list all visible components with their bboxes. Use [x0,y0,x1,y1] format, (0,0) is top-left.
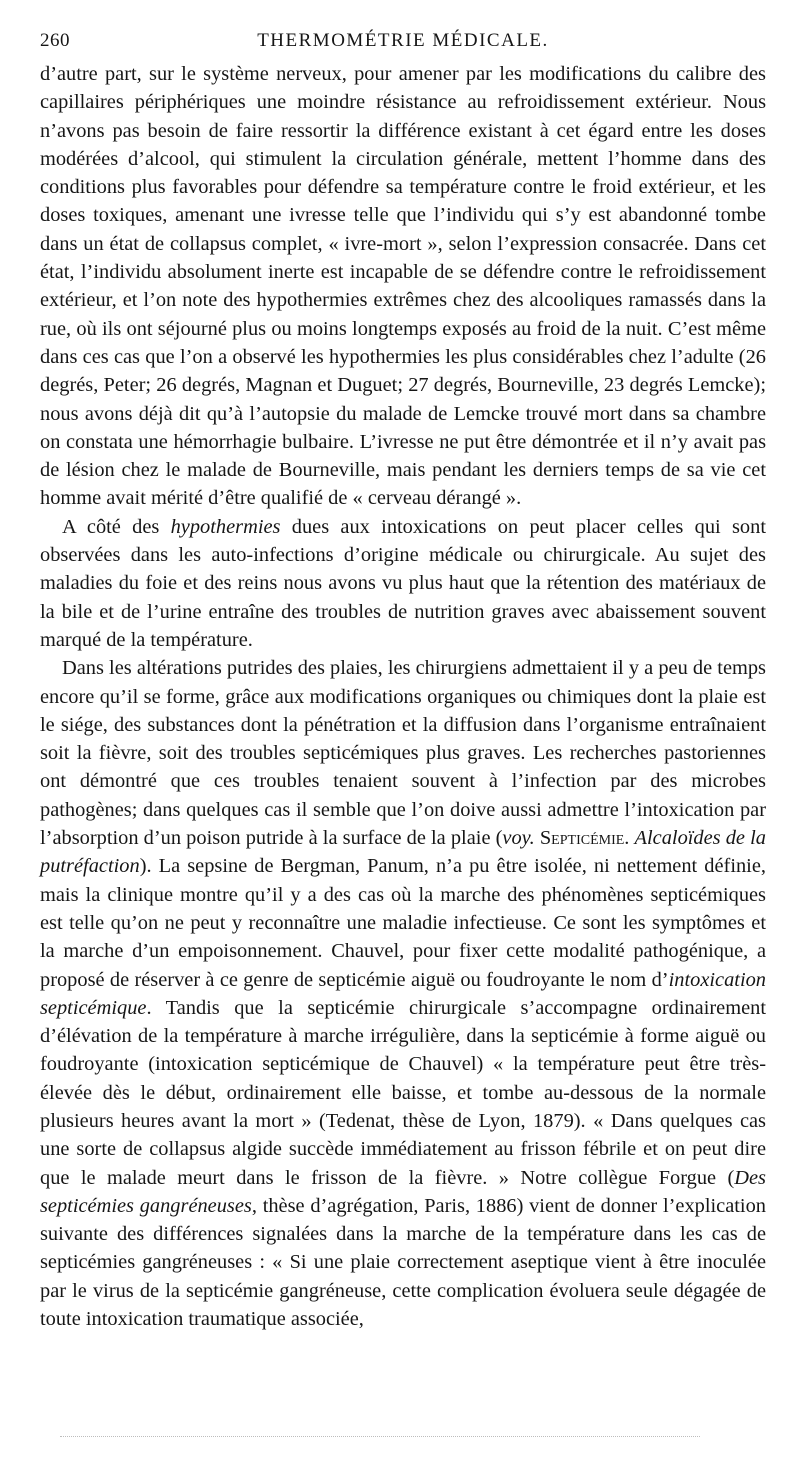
paragraph-putrid-wounds [40,654,766,1333]
text-run: dues aux intoxications on peut placer celles qui sont observées dans les auto-infections d’origine médicale ou chirurgicale. Au sujet des maladies du foie et des reins nous avons vu plus haut que la rétention des matériaux de la bile et de l’urine entraîne des troubles de nutrition graves avec abaissement souvent marqué de la température. [40,515,766,651]
footer-rule [60,1436,700,1437]
page-number: 260 [40,30,70,51]
text-run: ). La sepsine de Bergman, Panum, n’a pu être isolée, ni nettement définie, mais la clinique montre qu’il y a des cas où la marche des phénomènes septicémiques est telle qu’on ne peut y reconnaître une maladie infectieuse. Ce sont les symptômes et la marche d’un empoisonnement. Chauvel, pour fixer cette modalité pathogénique, a proposé de réserver à ce genre de septicémie aiguë ou foudroyante le nom d’ [40,855,766,991]
paragraph-alcohol-hypothermia: d’autre part, sur le système nerveux, pour amener par les modifications du calibre des capillaires périphériques une moindre résistance au refroidissement extérieur. Nous n’avons pas besoin de faire ressortir la différence existant à cet égard entre les doses modérées d’alcool, qui stimulent la circulation générale, mettent l’homme dans des conditions plus favorables pour défendre sa température contre le froid extérieur, et les doses toxiques, amenant une ivresse telle que l’individu qui s’y est abandonné tombe dans un état de collapsus complet, « ivre-mort », selon l’expression consacrée. Dans cet état, l’individu absolument inerte est incapable de se défendre contre le refroidissement extérieur, et l’on note des hypothermies extrêmes chez des alcooliques ramassés dans la rue, où ils ont séjourné plus ou moins longtemps exposés au froid de la nuit. C’est même dans ces cas que l’on a observé les hypothermies les plus considérables chez l’adulte (26 degrés, Peter; 26 degrés, Magnan et Duguet; 27 degrés, Bourneville, 23 degrés Lemcke); nous avons déjà dit qu’à l’autopsie du malade de Lemcke trouvé mort dans sa chambre on constata une hémorrhagie bulbaire. L’ivresse ne put être démontrée et il n’y avait pas de lésion chez le malade de Bourneville, mais pendant les derniers temps de sa vie cet homme avait mérité d’être qualifié de « cerveau dérangé ». [40,63,766,510]
italic-title: Des septicémies gangréneuses [40,1166,766,1217]
text-run: , thèse d’agrégation, Paris, 1886) vient de donner l’explication suivante des différences signalées dans la marche de la température dans les cas de septicémies gangréneuses : « Si une plaie correctement aseptique vient à être inoculée par le virus de la septicémie gangréneuse, cette complication évoluera seule dégagée de toute intoxication traumatique associée, [40,1194,766,1331]
text-run: . Tandis que la septicémie chirurgicale s’accompagne ordinairement d’élévation de la température à marche irrégulière, dans la septicémie à forme aiguë ou foudroyante (intoxication septicémique de Chauvel) « la température peut être très-élevée dès le début, ordinairement elle baisse, et tombe au-dessous de la normale plusieurs heures avant la mort » (Tedenat, thèse de Lyon, 1879). « Dans quelques cas une sorte de collapsus algide succède immédiatement au frisson fébrile et on peut dire que le malade meurt dans le frisson de la fièvre. » Notre collègue Forgue ( [40,996,766,1189]
body-text [40,60,766,1333]
italic-term: Alcaloïdes de la putréfaction [40,827,766,878]
text-run: A côté des [62,515,171,538]
italic-term: hypothermies [170,515,281,538]
cross-reference: Septicémie. [539,827,630,850]
italic-term: intoxication septicémique [40,968,766,1019]
running-title: THERMOMÉTRIE MÉDICALE. [257,30,549,51]
text-run: Dans les altérations putrides des plaies, les chirurgiens admettaient il y a peu de temps encore qu’il se forme, grâce aux modifications organiques ou chimiques dont la plaie est le siége, des substances dont la pénétration et la diffusion dans l’organisme entraînaient soit la fièvre, soit des troubles septicémiques plus graves. Les recherches pastoriennes ont démontré que ces troubles tenaient souvent à l’infection par des microbes pathogènes; dans quelques cas il semble que l’on doive aussi admettre l’intoxication par l’absorption d’un poison putride à la surface de la plaie ( [40,657,766,850]
paragraph-auto-infections [40,513,766,654]
page-header [40,30,766,58]
italic-term: voy. [502,827,535,850]
